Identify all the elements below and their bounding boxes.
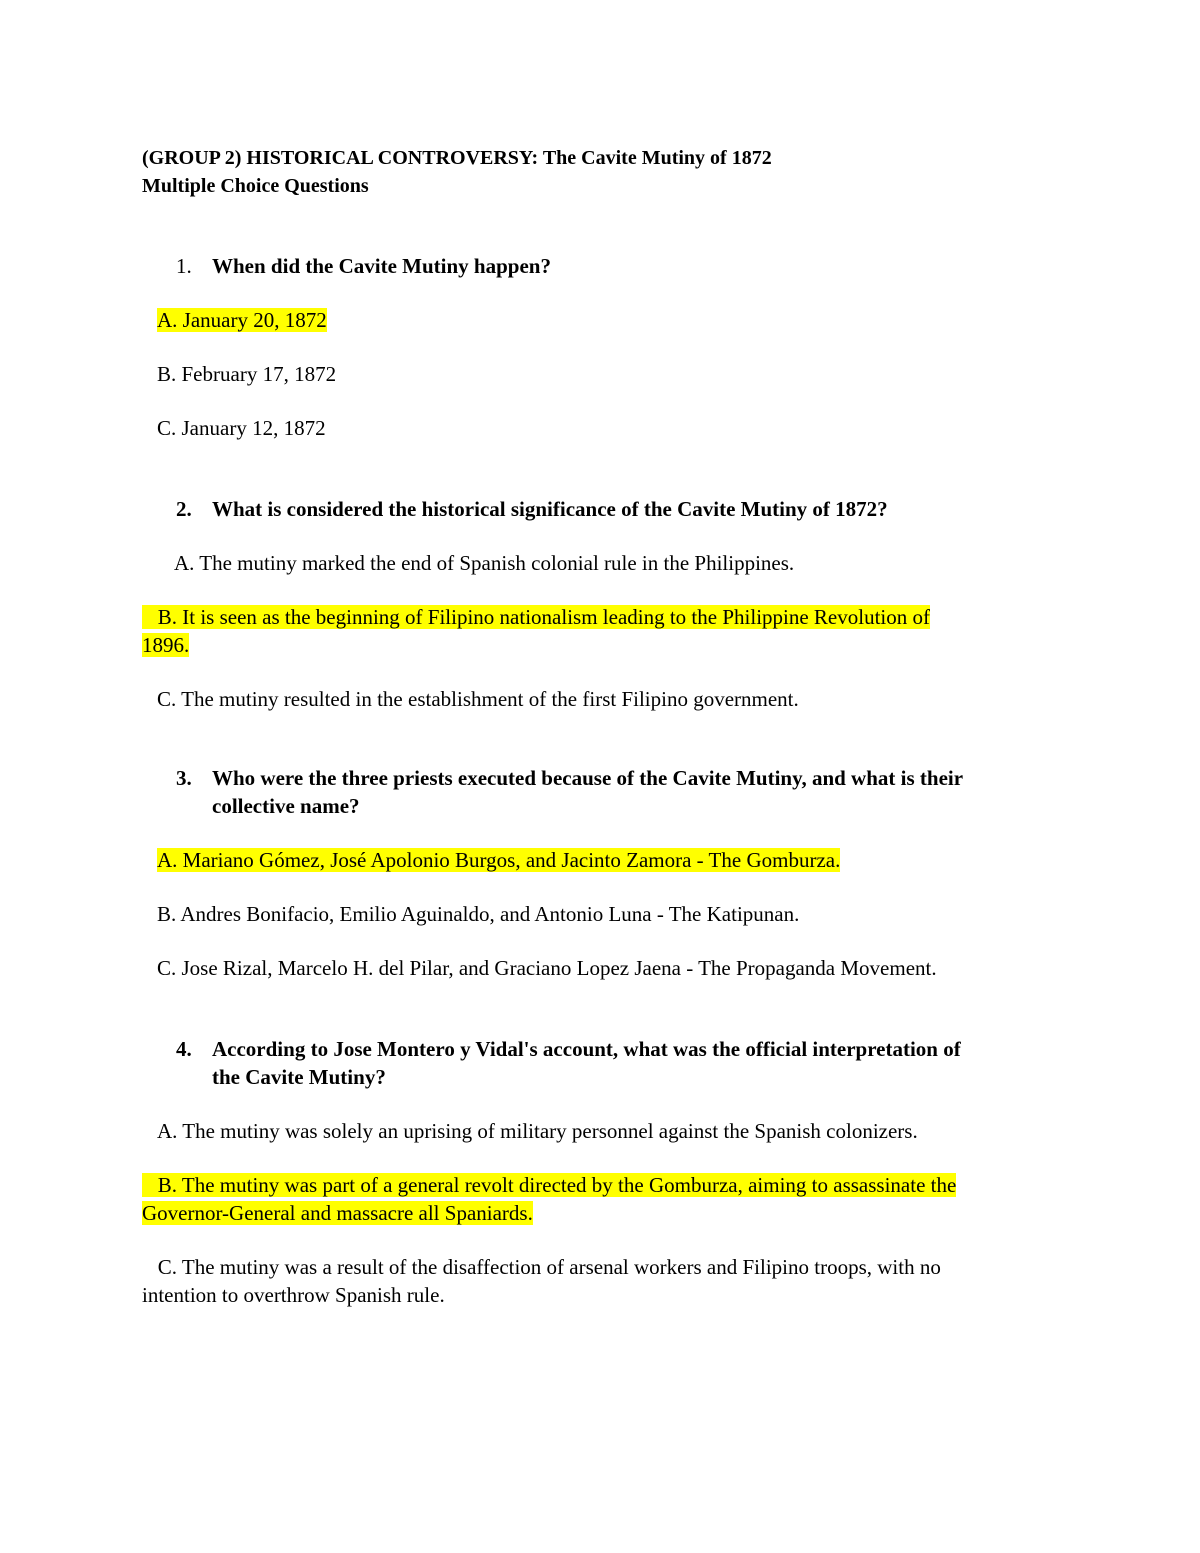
question-number: 3. — [176, 766, 192, 790]
option-4c — [142, 1253, 941, 1281]
option-text: C. Jose Rizal, Marcelo H. del Pilar, and Graciano Lopez Jaena - The Propaganda Movement. — [157, 956, 937, 980]
option-1c — [157, 414, 326, 442]
option-text-line2: 1896. — [142, 633, 190, 657]
question-text: When did the Cavite Mutiny happen? — [212, 254, 551, 278]
option-3a — [157, 846, 840, 874]
option-3c — [157, 954, 937, 982]
option-text: C. January 12, 1872 — [157, 416, 326, 440]
question-text-line1: Who were the three priests executed because of the Cavite Mutiny, and what is their — [212, 766, 964, 790]
option-3b — [157, 900, 799, 928]
option-text: C. The mutiny resulted in the establishment of the first Filipino government. — [157, 687, 799, 711]
option-text-line2: Governor-General and massacre all Spaniards. — [142, 1201, 533, 1225]
option-text-line1: C. The mutiny was a result of the disaffection of arsenal workers and Filipino troops, with no — [157, 1255, 941, 1279]
option-text: A. Mariano Gómez, José Apolonio Burgos, and Jacinto Zamora - The Gomburza. — [157, 848, 841, 872]
option-2a — [174, 549, 794, 577]
document-title: (GROUP 2) HISTORICAL CONTROVERSY: The Cavite Mutiny of 1872 — [142, 147, 772, 169]
option-text-line1: B. It is seen as the beginning of Filipino nationalism leading to the Philippine Revolution of — [142, 605, 930, 629]
option-1a — [157, 306, 327, 334]
option-4c-continued — [142, 1281, 445, 1309]
question-text-line1: According to Jose Montero y Vidal's account, what was the official interpretation of — [212, 1037, 961, 1061]
option-4b — [142, 1171, 956, 1199]
option-1b — [157, 360, 336, 388]
question-number: 2. — [176, 497, 192, 521]
option-2c — [157, 685, 799, 713]
option-text: A. January 20, 1872 — [157, 308, 327, 332]
option-text: B. February 17, 1872 — [157, 362, 337, 386]
option-text-line1: B. The mutiny was part of a general revolt directed by the Gomburza, aiming to assassinate the — [142, 1173, 956, 1197]
option-2b-continued — [142, 631, 189, 659]
document-header — [142, 144, 772, 200]
question-text-line2: collective name? — [212, 794, 360, 818]
option-text: B. Andres Bonifacio, Emilio Aguinaldo, and Antonio Luna - The Katipunan. — [157, 902, 800, 926]
option-2b — [142, 603, 930, 631]
question-number: 4. — [176, 1037, 192, 1061]
option-text-line2: intention to overthrow Spanish rule. — [142, 1283, 445, 1307]
option-4a — [157, 1117, 918, 1145]
option-text: A. The mutiny marked the end of Spanish colonial rule in the Philippines. — [174, 551, 795, 575]
option-4b-continued — [142, 1199, 533, 1227]
option-text: A. The mutiny was solely an uprising of military personnel against the Spanish colonizers. — [157, 1119, 918, 1143]
document-subtitle: Multiple Choice Questions — [142, 175, 369, 197]
question-text: What is considered the historical significance of the Cavite Mutiny of 1872? — [212, 497, 888, 521]
question-number: 1. — [176, 254, 192, 278]
question-text-line2: the Cavite Mutiny? — [212, 1065, 386, 1089]
